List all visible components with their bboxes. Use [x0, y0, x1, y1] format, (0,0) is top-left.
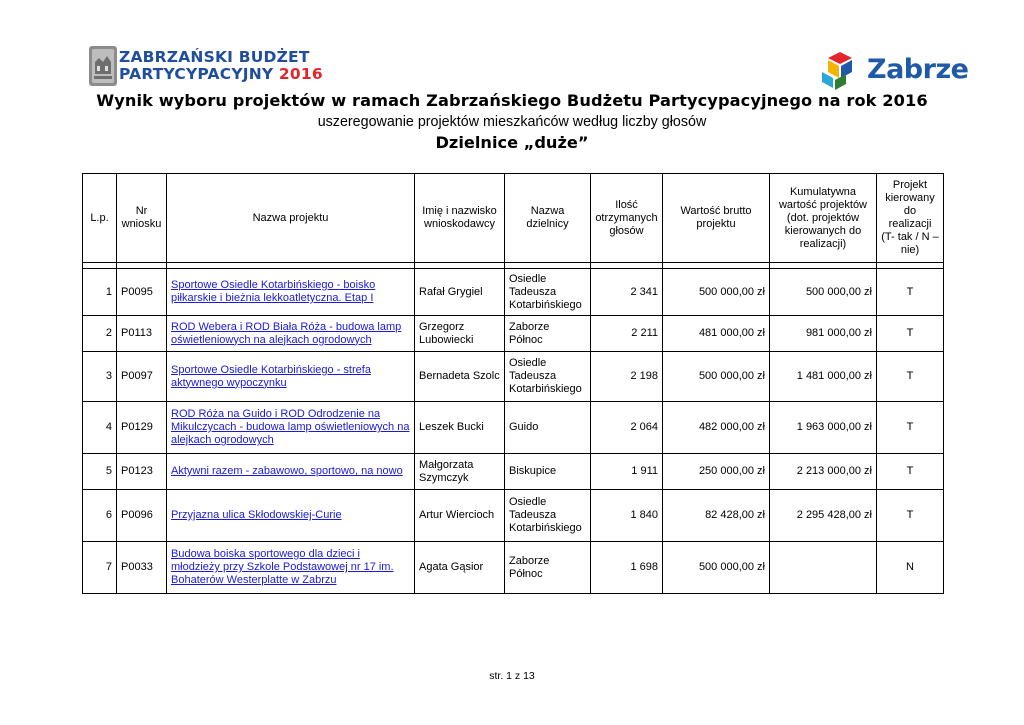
zabrze-mark-icon	[818, 48, 862, 92]
row-district: Osiedle Tadeusza Kotarbińskiego	[505, 269, 591, 316]
row-votes: 1 840	[591, 490, 663, 542]
table-row	[83, 402, 944, 454]
row-votes: 2 211	[591, 316, 663, 352]
row-cumulative: 1 963 000,00 zł	[770, 402, 877, 454]
logo-line-2: PARTYCYPACYJNY 2016	[119, 65, 323, 83]
project-link[interactable]: Sportowe Osiedle Kotarbińskiego - strefa aktywnego wypoczynku	[171, 363, 371, 389]
header-district: Nazwa dzielnicy	[505, 174, 591, 263]
row-lp: 5	[83, 454, 117, 490]
project-link[interactable]: ROD Róża na Guido i ROD Odrodzenie na Mikulczycach - budowa lamp oświetleniowych na alejkach ogrodowych	[171, 408, 410, 446]
header-directed: Projekt kierowany do realizacji (T- tak / N – nie)	[877, 174, 944, 263]
header-nr: Nr wniosku	[117, 174, 167, 263]
row-lp: 1	[83, 269, 117, 316]
project-link[interactable]: Budowa boiska sportowego dla dzieci i młodzieży przy Szkole Podstawowej nr 17 im. Bohaterów Westerplatte w Zabrzu	[171, 548, 394, 586]
district-heading: Dzielnice „duże”	[435, 133, 589, 152]
row-directed: N	[877, 542, 944, 594]
row-cumulative: 2 213 000,00 zł	[770, 454, 877, 490]
row-author: Bernadeta Szolc	[415, 352, 505, 402]
row-nr: P0096	[117, 490, 167, 542]
logo-year: 2016	[278, 65, 323, 83]
page-subtitle: uszeregowanie projektów mieszkańców według liczby głosów	[317, 114, 707, 130]
row-lp: 4	[83, 402, 117, 454]
row-author: Artur Wiercioch	[415, 490, 505, 542]
row-district: Zaborze Północ	[505, 316, 591, 352]
header-cumulative: Kumulatywna wartość projektów (dot. projektów kierowanych do realizacji)	[770, 174, 877, 263]
header-name: Nazwa projektu	[167, 174, 415, 263]
table-row	[83, 352, 944, 402]
row-project-cell	[167, 269, 415, 316]
row-cumulative: 500 000,00 zł	[770, 269, 877, 316]
header-row	[83, 174, 944, 263]
row-value: 250 000,00 zł	[663, 454, 770, 490]
row-author: Małgorzata Szymczyk	[415, 454, 505, 490]
row-district: Zaborze Północ	[505, 542, 591, 594]
row-author: Rafał Grygiel	[415, 269, 505, 316]
row-votes: 2 341	[591, 269, 663, 316]
row-directed: T	[877, 352, 944, 402]
row-directed: T	[877, 402, 944, 454]
row-lp: 7	[83, 542, 117, 594]
page-number: str. 1 z 13	[489, 670, 535, 682]
header-votes: Ilość otrzymanych głosów	[591, 174, 663, 263]
city-seal-icon	[88, 44, 118, 88]
row-author: Grzegorz Lubowiecki	[415, 316, 505, 352]
row-project-cell	[167, 352, 415, 402]
table-row	[83, 454, 944, 490]
zabrze-wordmark: Zabrze	[867, 54, 969, 85]
row-cumulative	[770, 542, 877, 594]
project-link[interactable]: Aktywni razem - zabawowo, sportowo, na nowo	[171, 465, 403, 477]
row-author: Leszek Bucki	[415, 402, 505, 454]
row-value: 481 000,00 zł	[663, 316, 770, 352]
row-nr: P0097	[117, 352, 167, 402]
row-directed: T	[877, 490, 944, 542]
row-nr: P0123	[117, 454, 167, 490]
row-votes: 2 198	[591, 352, 663, 402]
project-link[interactable]: Sportowe Osiedle Kotarbińskiego - boisko piłkarskie i bieżnia lekkoatletyczna. Etap I	[171, 279, 376, 304]
row-votes: 2 064	[591, 402, 663, 454]
header-author: Imię i nazwisko wnioskodawcy	[415, 174, 505, 263]
row-district: Osiedle Tadeusza Kotarbińskiego	[505, 352, 591, 402]
row-project-cell	[167, 454, 415, 490]
header-lp: L.p.	[83, 174, 117, 263]
zbp-logo	[88, 44, 323, 88]
row-lp: 3	[83, 352, 117, 402]
row-lp: 6	[83, 490, 117, 542]
row-value: 500 000,00 zł	[663, 352, 770, 402]
row-district: Guido	[505, 402, 591, 454]
row-value: 82 428,00 zł	[663, 490, 770, 542]
table-row	[83, 490, 944, 542]
row-lp: 2	[83, 316, 117, 352]
row-project-cell	[167, 542, 415, 594]
table-row	[83, 269, 944, 316]
row-project-cell	[167, 402, 415, 454]
table-row	[83, 542, 944, 594]
row-votes: 1 698	[591, 542, 663, 594]
row-nr: P0033	[117, 542, 167, 594]
zabrze-logo	[818, 48, 969, 92]
row-cumulative: 1 481 000,00 zł	[770, 352, 877, 402]
results-table	[82, 173, 944, 594]
row-cumulative: 981 000,00 zł	[770, 316, 877, 352]
row-nr: P0095	[117, 269, 167, 316]
row-nr: P0113	[117, 316, 167, 352]
project-link[interactable]: ROD Webera i ROD Biała Róża - budowa lamp oświetleniowych na alejkach ogrodowych	[171, 320, 402, 346]
row-project-cell	[167, 316, 415, 352]
row-value: 500 000,00 zł	[663, 269, 770, 316]
row-value: 500 000,00 zł	[663, 542, 770, 594]
logo-line-1: ZABRZAŃSKI BUDŻET	[119, 48, 310, 66]
row-author: Agata Gąsior	[415, 542, 505, 594]
row-value: 482 000,00 zł	[663, 402, 770, 454]
row-cumulative: 2 295 428,00 zł	[770, 490, 877, 542]
row-district: Osiedle Tadeusza Kotarbińskiego	[505, 490, 591, 542]
row-votes: 1 911	[591, 454, 663, 490]
row-directed: T	[877, 316, 944, 352]
row-directed: T	[877, 454, 944, 490]
row-directed: T	[877, 269, 944, 316]
project-link[interactable]: Przyjazna ulica Skłodowskiej-Curie	[171, 509, 342, 521]
page-title: Wynik wyboru projektów w ramach Zabrzańskiego Budżetu Partycypacyjnego na rok 2016	[96, 91, 928, 110]
row-nr: P0129	[117, 402, 167, 454]
row-project-cell	[167, 490, 415, 542]
header-value: Wartość brutto projektu	[663, 174, 770, 263]
row-district: Biskupice	[505, 454, 591, 490]
table-row	[83, 316, 944, 352]
